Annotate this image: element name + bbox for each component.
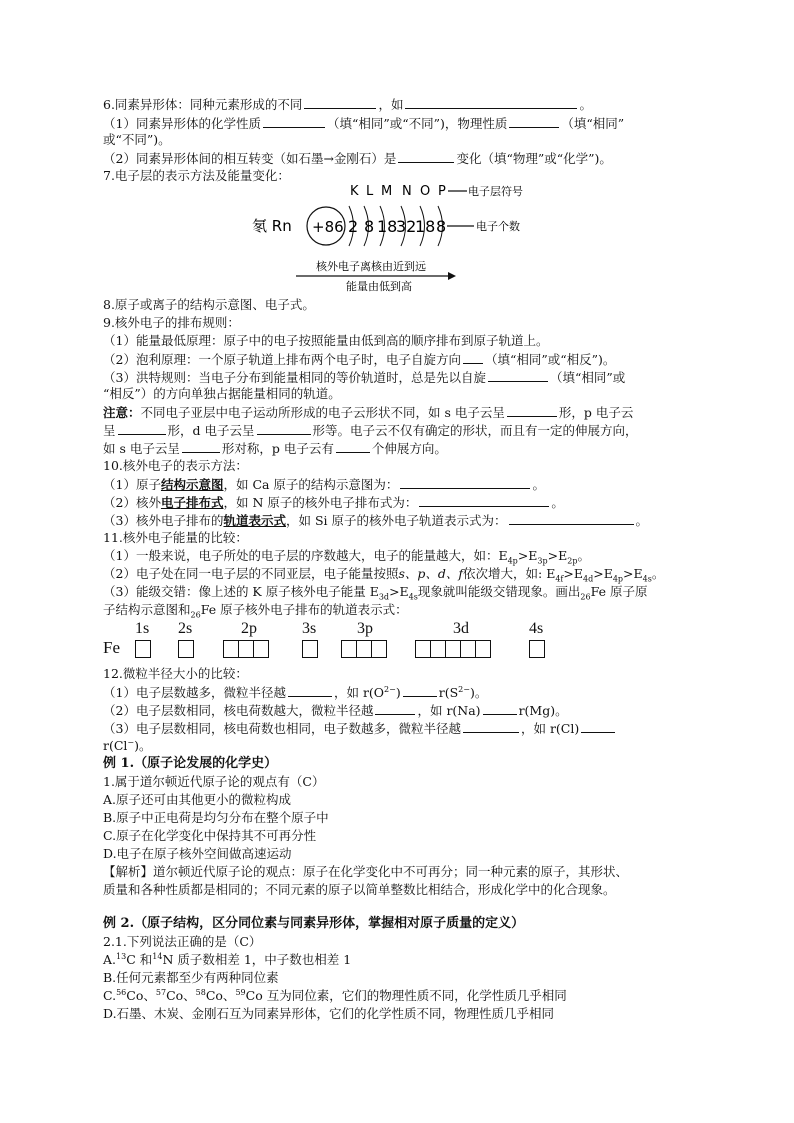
arrow-head-icon: [448, 272, 456, 280]
orbital-box[interactable]: [529, 640, 545, 658]
s6-title: 6.同素异形体：同种元素形成的不同 ，如 。: [103, 97, 592, 112]
orbital-box[interactable]: [341, 640, 357, 658]
orbital-box[interactable]: [135, 640, 151, 658]
s12-l3: （3）电子层数相同，核电荷数也相同，电子数越多，微粒半径越 ，如 r(Cl): [103, 720, 617, 737]
orbital-box[interactable]: [302, 640, 318, 658]
orbital-box[interactable]: [460, 640, 476, 658]
ex1-explanation: 【解析】道尔顿近代原子论的观点：原子在化学变化中不可再分；同一种元素的原子，其形状、: [103, 864, 629, 879]
blank[interactable]: [304, 96, 376, 109]
electron-counts: [348, 217, 446, 236]
ex1-title: 例 1.（原子论发展的化学史）: [103, 756, 278, 771]
shell-letter: P: [438, 184, 446, 199]
blank[interactable]: [182, 440, 220, 453]
ex2-option-d[interactable]: D.石墨、木炭、金刚石互为同素异形体，它们的化学性质不同，物理性质几乎相同: [103, 1006, 555, 1021]
ex1-option-b[interactable]: B.原子中正电荷是均匀分布在整个原子中: [103, 810, 329, 825]
s9-note-2: 呈 形，d 电子云呈 形等。电子云不仅有确定的形状，而且有一定的伸展方向，: [103, 423, 638, 438]
ex2-option-b[interactable]: B.任何元素都至少有两种同位素: [103, 970, 279, 985]
electron-count: 18: [415, 217, 436, 236]
s12-l1: （1）电子层数越多，微粒半径越 ，如 $r(O^{2-})$ $r(S^{2-})$。: [103, 684, 488, 700]
orbital-box[interactable]: [253, 640, 269, 658]
s8-title: 8.原子或离子的结构示意图、电子式。: [103, 297, 315, 312]
shell-letter: K: [350, 184, 359, 199]
ex1-explanation-cont: 质量和各种性质都是相同的；不同元素的原子以简单整数比相结合，形成化学中的化合现象。: [103, 882, 616, 897]
electron-count: 2: [348, 217, 359, 236]
blank[interactable]: [463, 720, 519, 733]
blank[interactable]: [488, 369, 548, 382]
shell-letter: M: [381, 184, 393, 199]
s9-r1: （1）能量最低原理：原子中的电子按照能量由低到高的顺序排布到原子轨道上。: [103, 333, 549, 348]
blank[interactable]: [263, 115, 325, 128]
fe-label: Fe: [103, 638, 120, 657]
s11-l3: （3）能级交错：像上述的 K 原子核外电子能量 $E_{3d}>E_{4s}$现象就叫能级交错现象。画出$_{26}$Fe 原子原: [103, 584, 648, 602]
s6-q2: （2）同素异形体间的相互转变（如石墨→金刚石）是 变化（填“物理”或“化学”)。: [103, 151, 612, 166]
blank[interactable]: [405, 96, 577, 109]
ex2-question: 2.1.下列说法正确的是（C）: [103, 934, 262, 949]
blank[interactable]: [463, 351, 483, 364]
blank[interactable]: [288, 684, 332, 697]
nucleus-charge: +86: [312, 218, 344, 236]
blank[interactable]: [118, 422, 166, 435]
s10-l2: （2）核外电子排布式，如 N 原子的核外电子排布式为： 。: [103, 495, 564, 510]
s12-l2: （2）电子层数相同，核电荷数越大，微粒半径越 ，如 r(Na) r(Mg)。: [103, 703, 568, 718]
ex1-question: 1.属于道尔顿近代原子论的观点有（C）: [103, 774, 325, 789]
orbital-box[interactable]: [178, 640, 194, 658]
electron-count: 8: [364, 217, 375, 236]
blank[interactable]: [400, 476, 530, 489]
s9-r3-cont: “相反”）的方向单独占据能量相同的轨道。: [103, 386, 341, 401]
s11-l1: （1）一般来说，电子所处的电子层的序数越大，电子的能量越大，如：$E_{4p}>E_{3p}>E_{2p}$。: [103, 548, 590, 566]
orbital-box[interactable]: [238, 640, 254, 658]
electron-count: 8: [436, 217, 447, 236]
blank[interactable]: [257, 422, 311, 435]
s10-l1: （1）原子结构示意图，如 Ca 原子的结构示意图为： 。: [103, 477, 545, 492]
s11-title: 11.核外电子能量的比较：: [103, 530, 248, 545]
ex2-option-a[interactable]: A.$^{13}$C 和$^{14}$N 质子数相差 1，中子数也相差 1: [103, 951, 352, 967]
orbital-box[interactable]: [371, 640, 387, 658]
s9-title: 9.核外电子的排布规则：: [103, 315, 240, 330]
electron-count: 18: [377, 217, 398, 236]
blank[interactable]: [483, 702, 517, 715]
s12-l4: r(Cl−)。: [103, 737, 152, 753]
blank[interactable]: [398, 150, 454, 163]
electron-shell-diagram: [252, 182, 552, 294]
blank[interactable]: [581, 720, 615, 733]
orbital-box[interactable]: [445, 640, 461, 658]
shell-letter: L: [366, 184, 374, 199]
ex2-option-c[interactable]: C.$^{56}$Co、$^{57}$Co、$^{58}$Co、$^{59}$Co 互为同位素，它们的物理性质不同，化学性质几乎相同: [103, 987, 567, 1003]
s12-title: 12.微粒半径大小的比较：: [103, 666, 248, 681]
s9-note-3: 如 s 电子云呈 形对称，p 电子云有 个伸展方向。: [103, 441, 447, 456]
shell-letter: N: [402, 184, 412, 199]
s11-l4: 子结构示意图和$_{26}$Fe 原子核外电子排布的轨道表示式：: [103, 602, 408, 620]
s9-r2: （2）泡利原理：一个原子轨道上排布两个电子时，电子自旋方向 （填“相同”或“相反”)。: [103, 352, 616, 367]
orbital-box[interactable]: [223, 640, 239, 658]
ex1-option-c[interactable]: C.原子在化学变化中保持其不可再分性: [103, 828, 317, 843]
blank[interactable]: [509, 115, 559, 128]
orbital-box[interactable]: [415, 640, 431, 658]
s6-q1: （1）同素异形体的化学性质 （填“相同”或“不同”)，物理性质 （填“相同”: [103, 116, 625, 131]
blank[interactable]: [375, 702, 415, 715]
ex1-option-a[interactable]: A.原子还可由其他更小的微粒构成: [103, 792, 292, 807]
element-label: 氡 Rn: [252, 217, 292, 235]
orbital-box[interactable]: [356, 640, 372, 658]
shell-letter: O: [420, 184, 431, 199]
s10-l3: （3）核外电子排布的轨道表示式，如 Si 原子的核外电子轨道表示式为： 。: [103, 513, 649, 528]
blank[interactable]: [507, 404, 557, 417]
blank[interactable]: [403, 684, 437, 697]
orbital-box[interactable]: [430, 640, 446, 658]
shell-symbol-label: 电子层符号: [468, 185, 523, 198]
s9-note: 注意：不同电子亚层中电子运动所形成的电子云形状不同，如 s 电子云呈 形，p 电子云: [103, 405, 634, 420]
electron-count-label: 电子个数: [476, 220, 520, 233]
s7-title: 7.电子层的表示方法及能量变化：: [103, 168, 290, 183]
ex1-option-d[interactable]: D.电子在原子核外空间做高速运动: [103, 846, 292, 861]
blank[interactable]: [419, 494, 549, 507]
electron-count: 32: [396, 217, 417, 236]
ex2-title: 例 2.（原子结构，区分同位素与同素异形体，掌握相对原子质量的定义）: [103, 916, 525, 931]
orbital-box[interactable]: [475, 640, 491, 658]
blank[interactable]: [509, 512, 634, 525]
s6-q1-cont: 或“不同”)。: [103, 132, 171, 147]
s9-r3: （3）洪特规则：当电子分布到能量相同的等价轨道时，总是先以自旋 （填“相同”或: [103, 370, 626, 385]
shell-letters: [350, 184, 446, 199]
s10-title: 10.核外电子的表示方法：: [103, 458, 248, 473]
energy-label: 能量由低到高: [346, 280, 412, 293]
blank[interactable]: [336, 440, 370, 453]
distance-label: 核外电子离核由近到远: [316, 260, 426, 273]
s11-l2: （2）电子处在同一电子层的不同亚层，电子能量按照s、p、d、f依次增大，如: $E_{4f}>E_{4d}>E_{4p}>E_{4s}$。: [103, 566, 665, 584]
